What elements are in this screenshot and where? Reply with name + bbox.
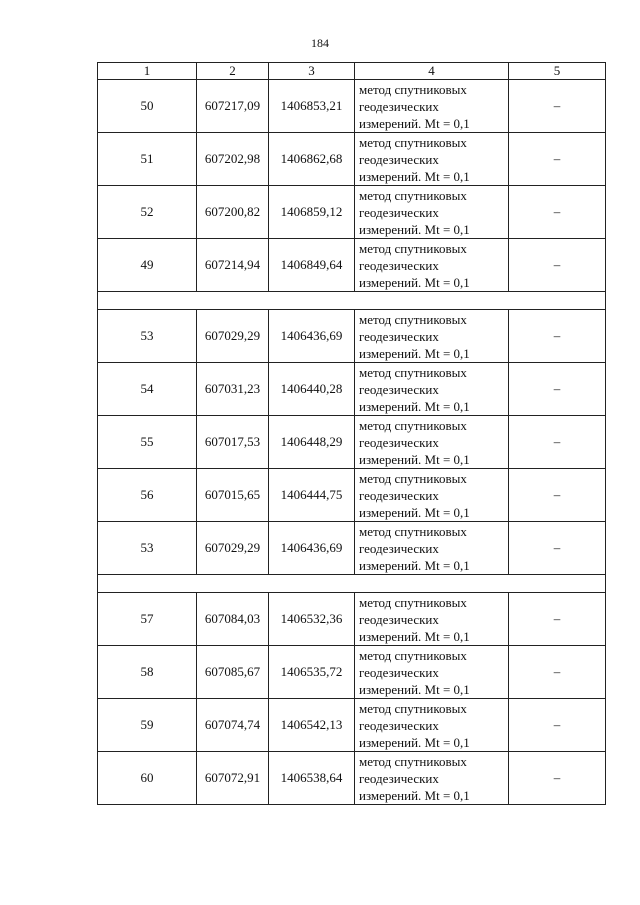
method-text-line: измерений. Mt = 0,1 [359, 734, 470, 750]
method-text-line: метод спутниковых [359, 134, 467, 150]
y-coordinate-cell: 1406448,29 [269, 416, 355, 469]
point-number-cell: 49 [98, 239, 197, 292]
point-number-cell: 53 [98, 522, 197, 575]
method-cell [355, 752, 509, 805]
table-row [98, 363, 606, 416]
page-number: 184 [311, 36, 329, 50]
method-text-line: геодезических [359, 611, 439, 627]
method-text-line: измерений. Mt = 0,1 [359, 451, 470, 467]
note-cell: – [509, 416, 606, 469]
method-text-line: метод спутниковых [359, 417, 467, 433]
method-text-line: геодезических [359, 204, 439, 220]
table-row [98, 310, 606, 363]
note-cell: – [509, 363, 606, 416]
header-col-3: 3 [269, 63, 355, 80]
method-text-line: геодезических [359, 328, 439, 344]
y-coordinate-cell: 1406849,64 [269, 239, 355, 292]
coordinates-table [97, 62, 606, 805]
method-cell [355, 186, 509, 239]
x-coordinate-cell: 607084,03 [197, 593, 269, 646]
table-row [98, 522, 606, 575]
x-coordinate-cell: 607214,94 [197, 239, 269, 292]
method-cell [355, 239, 509, 292]
method-text-line: геодезических [359, 770, 439, 786]
method-text-line: измерений. Mt = 0,1 [359, 115, 470, 131]
method-text-line: метод спутниковых [359, 240, 467, 256]
note-cell: – [509, 699, 606, 752]
method-text-line: геодезических [359, 434, 439, 450]
header-col-2: 2 [197, 63, 269, 80]
point-number-cell: 52 [98, 186, 197, 239]
y-coordinate-cell: 1406440,28 [269, 363, 355, 416]
y-coordinate-cell: 1406535,72 [269, 646, 355, 699]
method-cell [355, 80, 509, 133]
note-cell: – [509, 133, 606, 186]
note-cell: – [509, 522, 606, 575]
method-text-line: геодезических [359, 98, 439, 114]
table-row [98, 80, 606, 133]
point-number-cell: 58 [98, 646, 197, 699]
y-coordinate-cell: 1406862,68 [269, 133, 355, 186]
table-row [98, 239, 606, 292]
point-number-cell: 59 [98, 699, 197, 752]
x-coordinate-cell: 607031,23 [197, 363, 269, 416]
y-coordinate-cell: 1406444,75 [269, 469, 355, 522]
method-text-line: измерений. Mt = 0,1 [359, 628, 470, 644]
point-number-cell: 50 [98, 80, 197, 133]
method-text-line: измерений. Mt = 0,1 [359, 681, 470, 697]
method-text-line: геодезических [359, 487, 439, 503]
method-cell [355, 522, 509, 575]
point-number-cell: 56 [98, 469, 197, 522]
method-text-line: метод спутниковых [359, 470, 467, 486]
method-text-line: измерений. Mt = 0,1 [359, 504, 470, 520]
group-separator-cell [98, 575, 606, 593]
method-text-line: метод спутниковых [359, 311, 467, 327]
method-text-line: измерений. Mt = 0,1 [359, 168, 470, 184]
method-text-line: геодезических [359, 540, 439, 556]
method-text-line: геодезических [359, 151, 439, 167]
y-coordinate-cell: 1406542,13 [269, 699, 355, 752]
note-cell: – [509, 310, 606, 363]
method-text-line: метод спутниковых [359, 81, 467, 97]
point-number-cell: 53 [98, 310, 197, 363]
x-coordinate-cell: 607085,67 [197, 646, 269, 699]
method-text-line: измерений. Mt = 0,1 [359, 345, 470, 361]
x-coordinate-cell: 607200,82 [197, 186, 269, 239]
method-text-line: геодезических [359, 717, 439, 733]
table-row [98, 133, 606, 186]
x-coordinate-cell: 607072,91 [197, 752, 269, 805]
method-text-line: измерений. Mt = 0,1 [359, 221, 470, 237]
y-coordinate-cell: 1406532,36 [269, 593, 355, 646]
table-row [98, 593, 606, 646]
y-coordinate-cell: 1406538,64 [269, 752, 355, 805]
point-number-cell: 57 [98, 593, 197, 646]
method-text-line: измерений. Mt = 0,1 [359, 274, 470, 290]
method-text-line: измерений. Mt = 0,1 [359, 557, 470, 573]
method-cell [355, 469, 509, 522]
method-text-line: геодезических [359, 257, 439, 273]
method-cell [355, 646, 509, 699]
group-separator-row [98, 292, 606, 310]
method-text-line: метод спутниковых [359, 523, 467, 539]
method-text-line: измерений. Mt = 0,1 [359, 787, 470, 803]
method-text-line: геодезических [359, 381, 439, 397]
y-coordinate-cell: 1406436,69 [269, 310, 355, 363]
x-coordinate-cell: 607202,98 [197, 133, 269, 186]
point-number-cell: 54 [98, 363, 197, 416]
note-cell: – [509, 752, 606, 805]
note-cell: – [509, 239, 606, 292]
y-coordinate-cell: 1406853,21 [269, 80, 355, 133]
note-cell: – [509, 186, 606, 239]
table-row [98, 469, 606, 522]
method-text-line: метод спутниковых [359, 753, 467, 769]
x-coordinate-cell: 607074,74 [197, 699, 269, 752]
x-coordinate-cell: 607015,65 [197, 469, 269, 522]
x-coordinate-cell: 607217,09 [197, 80, 269, 133]
method-cell [355, 416, 509, 469]
point-number-cell: 60 [98, 752, 197, 805]
table-body [98, 63, 606, 805]
method-text-line: метод спутниковых [359, 647, 467, 663]
method-text-line: метод спутниковых [359, 700, 467, 716]
point-number-cell: 51 [98, 133, 197, 186]
method-cell [355, 363, 509, 416]
group-separator-cell [98, 292, 606, 310]
method-cell [355, 593, 509, 646]
header-col-1: 1 [98, 63, 197, 80]
method-cell [355, 310, 509, 363]
y-coordinate-cell: 1406436,69 [269, 522, 355, 575]
method-text-line: метод спутниковых [359, 364, 467, 380]
header-col-4: 4 [355, 63, 509, 80]
table-row [98, 752, 606, 805]
header-col-5: 5 [509, 63, 606, 80]
method-text-line: метод спутниковых [359, 187, 467, 203]
table-header-row [98, 63, 606, 80]
method-text-line: геодезических [359, 664, 439, 680]
note-cell: – [509, 646, 606, 699]
note-cell: – [509, 593, 606, 646]
group-separator-row [98, 575, 606, 593]
method-text-line: измерений. Mt = 0,1 [359, 398, 470, 414]
point-number-cell: 55 [98, 416, 197, 469]
method-text-line: метод спутниковых [359, 594, 467, 610]
table-row [98, 416, 606, 469]
x-coordinate-cell: 607029,29 [197, 310, 269, 363]
table-row [98, 186, 606, 239]
note-cell: – [509, 469, 606, 522]
x-coordinate-cell: 607029,29 [197, 522, 269, 575]
method-cell [355, 133, 509, 186]
x-coordinate-cell: 607017,53 [197, 416, 269, 469]
table-row [98, 646, 606, 699]
table-row [98, 699, 606, 752]
y-coordinate-cell: 1406859,12 [269, 186, 355, 239]
method-cell [355, 699, 509, 752]
note-cell: – [509, 80, 606, 133]
